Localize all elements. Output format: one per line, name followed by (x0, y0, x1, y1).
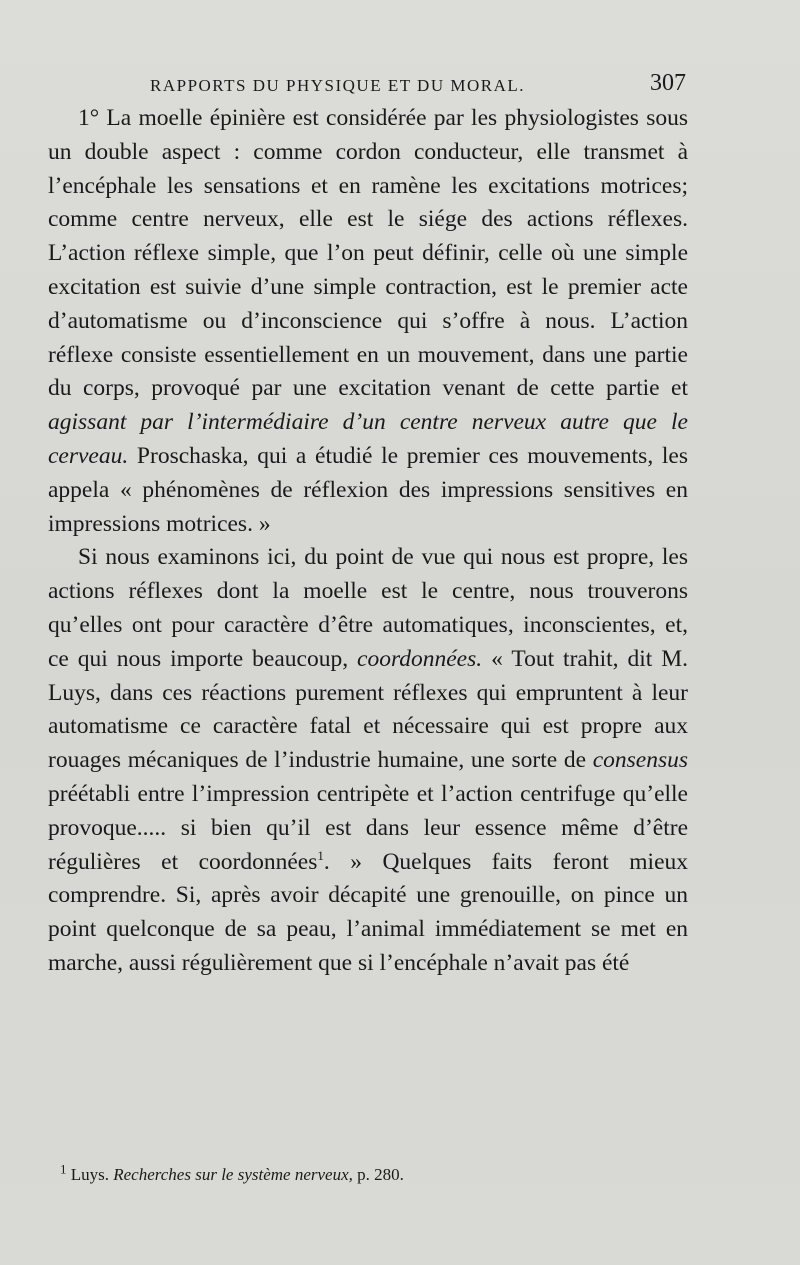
footnote (60, 1163, 680, 1187)
footnote-page: p. 280. (357, 1165, 404, 1184)
paragraph-1-italic: agissant par l’intermédiaire d’un centre nerveux autre que le cerveau. (48, 409, 688, 469)
paragraph-2 (48, 541, 688, 980)
footnote-marker: 1 (60, 1161, 67, 1177)
footnote-author: Luys. (70, 1165, 109, 1184)
paragraph-2-part3: préétabli entre l’impression centripète et l’action centrifuge qu’elle provoque..... si bien qu’il est dans leur essence même d’être régulières et coordonnées (48, 780, 688, 875)
paragraph-1 (48, 102, 688, 541)
page-number: 307 (650, 70, 686, 96)
paragraph-1-text: 1° La moelle épinière est considérée par les physiologistes sous un double aspect : comme cordon conducteur, elle transmet à l’encéphale les sensations et en ramène les excitations motrices; comme centre nerveux, elle est le siége des actions réflexes. L’action réflexe simple, que l’on peut définir, celle où une simple excitation est suivie d’une simple contraction, est le premier acte d’automatisme ou d’inconscience qui s’offre à nous. L’action réflexe consiste essentiellement en un mouvement, dans une partie du corps, provoqué par une excitation venant de cette partie et (48, 105, 688, 402)
page-header (150, 70, 690, 106)
paragraph-2-part1: Si nous examinons ici, du point de vue qui nous est propre, les actions réflexes dont la moelle est le centre, nous trouverons qu’elles ont pour caractère d’être automatiques, inconscientes, et, ce qui nous importe beaucoup, (48, 544, 688, 672)
body-text (48, 102, 688, 981)
paragraph-2-italic-1: coordonnées. (357, 645, 483, 672)
paragraph-1-tail: Proschaska, qui a étudié le premier ces mouvements, les appela « phénomènes de réflexion des impressions sensitives en impressions motrices. » (48, 442, 688, 537)
footnote-reference: 1 (317, 847, 324, 863)
paragraph-2-part2: « Tout trahit, dit M. Luys, dans ces réactions purement réflexes qui empruntent à leur automatisme ce caractère fatal et nécessaire qui est propre aux rouages mécaniques de l’industrie humaine, une sorte de (48, 645, 688, 774)
paragraph-2-part4: . » Quelques faits feront mieux comprendre. Si, après avoir décapité une grenouille, on pince un point quelconque de sa peau, l’animal immédiatement se met en marche, aussi régulièrement que si l’encéphale n’avait pas été (48, 848, 688, 976)
paragraph-2-italic-2: consensus (592, 747, 688, 774)
footnote-title: Recherches sur le système nerveux, (113, 1165, 353, 1184)
running-title: RAPPORTS DU PHYSIQUE ET DU MORAL. (150, 76, 525, 95)
